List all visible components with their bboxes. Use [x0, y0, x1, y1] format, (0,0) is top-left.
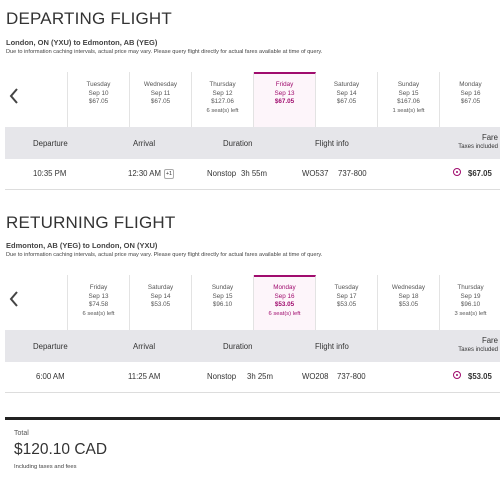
col-fare-sub: Taxes included	[458, 347, 498, 353]
day-dow: Saturday	[333, 81, 360, 88]
departing-days	[67, 72, 500, 127]
day-option[interactable]	[440, 72, 500, 127]
col-arrival: Arrival	[133, 139, 156, 148]
depart-time: 10:35 PM	[33, 169, 67, 178]
total-value: $120.10 CAD	[14, 441, 108, 458]
day-seats: 1 seat(s) left	[392, 107, 425, 114]
day-dow: Monday	[273, 284, 296, 291]
day-date: Sep 14	[150, 292, 171, 300]
total-divider	[5, 417, 500, 420]
day-date: Sep 18	[398, 292, 419, 300]
day-price: $167.06	[397, 98, 420, 105]
day-date: Sep 14	[336, 89, 357, 97]
day-price: $67.05	[88, 98, 109, 105]
arrive-time	[128, 169, 174, 179]
col-fare: Fare	[481, 336, 498, 345]
day-date: Sep 13	[274, 89, 295, 97]
col-duration: Duration	[223, 139, 253, 148]
returning-title: RETURNING FLIGHT	[6, 213, 176, 232]
day-date: Sep 15	[212, 292, 233, 300]
day-price: $53.05	[274, 301, 295, 308]
day-dow: Saturday	[147, 284, 174, 291]
returning-note: Due to information caching intervals, actual price may vary. Please query flight directly for actual fares available at time of query.	[6, 252, 323, 258]
day-seats: 6 seat(s) left	[82, 310, 115, 317]
day-date: Sep 16	[274, 292, 295, 300]
day-date: Sep 17	[336, 292, 357, 300]
day-dow: Monday	[459, 81, 482, 88]
day-dow: Friday	[275, 81, 294, 88]
col-departure: Departure	[33, 342, 68, 351]
radio-selected-icon[interactable]	[453, 168, 461, 176]
day-dow: Friday	[89, 284, 108, 291]
chevron-left-icon[interactable]	[9, 291, 19, 312]
col-arrival: Arrival	[133, 342, 156, 351]
day-option[interactable]	[378, 275, 440, 330]
day-price: $67.05	[336, 98, 357, 105]
departing-title: DEPARTING FLIGHT	[6, 9, 172, 28]
day-option[interactable]	[254, 275, 316, 330]
day-dow: Sunday	[397, 81, 420, 88]
duration: 3h 25m	[247, 372, 274, 381]
day-option[interactable]	[254, 72, 316, 127]
day-price: $96.10	[212, 301, 233, 308]
col-flight-info: Flight info	[315, 139, 349, 148]
day-dow: Thursday	[209, 81, 236, 88]
day-dow: Tuesday	[334, 284, 359, 291]
day-dow: Wednesday	[143, 81, 178, 88]
day-price: $53.05	[336, 301, 357, 308]
col-duration: Duration	[223, 342, 253, 351]
day-date: Sep 11	[150, 89, 171, 97]
day-date: Sep 13	[88, 292, 109, 300]
chevron-left-icon[interactable]	[9, 88, 19, 109]
total-label: Total	[14, 430, 29, 437]
day-dow: Thursday	[457, 284, 484, 291]
flight-number: WO537	[302, 169, 329, 178]
day-option[interactable]	[68, 72, 130, 127]
day-option[interactable]	[316, 275, 378, 330]
total-note: Including taxes and fees	[14, 464, 77, 470]
col-fare: Fare	[481, 133, 498, 142]
day-seats: 6 seat(s) left	[206, 107, 239, 114]
aircraft: 737-800	[338, 169, 367, 178]
returning-route: Edmonton, AB (YEG) to London, ON (YXU)	[6, 241, 158, 250]
departing-flight-row[interactable]	[5, 159, 500, 190]
stops: Nonstop	[207, 169, 237, 178]
duration: 3h 55m	[241, 169, 268, 178]
departing-date-selector	[0, 72, 500, 127]
day-option[interactable]	[130, 275, 192, 330]
arrive-time: 11:25 AM	[128, 372, 161, 381]
returning-date-selector	[0, 275, 500, 330]
departing-table-header	[5, 127, 500, 159]
day-seats: 3 seat(s) left	[454, 310, 487, 317]
fare-price[interactable]: $67.05	[468, 169, 492, 178]
col-departure: Departure	[33, 139, 68, 148]
day-option[interactable]	[130, 72, 192, 127]
day-option[interactable]	[68, 275, 130, 330]
fare-price[interactable]: $53.05	[468, 372, 492, 381]
day-seats: 6 seat(s) left	[268, 310, 301, 317]
day-dow: Tuesday	[86, 81, 111, 88]
departing-route: London, ON (YXU) to Edmonton, AB (YEG)	[6, 38, 158, 47]
returning-days	[67, 275, 500, 330]
day-price: $53.05	[150, 301, 171, 308]
day-price: $96.10	[460, 301, 481, 308]
arrive-time-text: 12:30 AM	[128, 169, 161, 179]
day-option[interactable]	[192, 72, 254, 127]
col-fare-sub: Taxes included	[458, 144, 498, 150]
day-option[interactable]	[316, 72, 378, 127]
day-date: Sep 15	[398, 89, 419, 97]
day-price: $67.05	[150, 98, 171, 105]
returning-table-header	[5, 330, 500, 362]
aircraft: 737-800	[337, 372, 366, 381]
stops: Nonstop	[207, 372, 237, 381]
day-price: $67.05	[274, 98, 295, 105]
day-option[interactable]	[440, 275, 500, 330]
returning-flight-row[interactable]	[5, 362, 500, 393]
day-price: $74.58	[88, 301, 109, 308]
day-price: $67.05	[460, 98, 481, 105]
day-dow: Sunday	[211, 284, 234, 291]
day-option[interactable]	[378, 72, 440, 127]
radio-selected-icon[interactable]	[453, 371, 461, 379]
day-date: Sep 19	[460, 292, 481, 300]
day-dow: Wednesday	[391, 284, 426, 291]
day-date: Sep 10	[88, 89, 109, 97]
col-flight-info: Flight info	[315, 342, 349, 351]
plus-day-icon: +1	[165, 171, 173, 177]
day-date: Sep 16	[460, 89, 481, 97]
day-price: $53.05	[398, 301, 419, 308]
day-price: $127.06	[211, 98, 234, 105]
departing-note: Due to information caching intervals, actual price may vary. Please query flight directly for actual fares available at time of query.	[6, 49, 323, 55]
flight-number: WO208	[302, 372, 329, 381]
depart-time: 6:00 AM	[36, 372, 65, 381]
day-option[interactable]	[192, 275, 254, 330]
day-date: Sep 12	[212, 89, 233, 97]
